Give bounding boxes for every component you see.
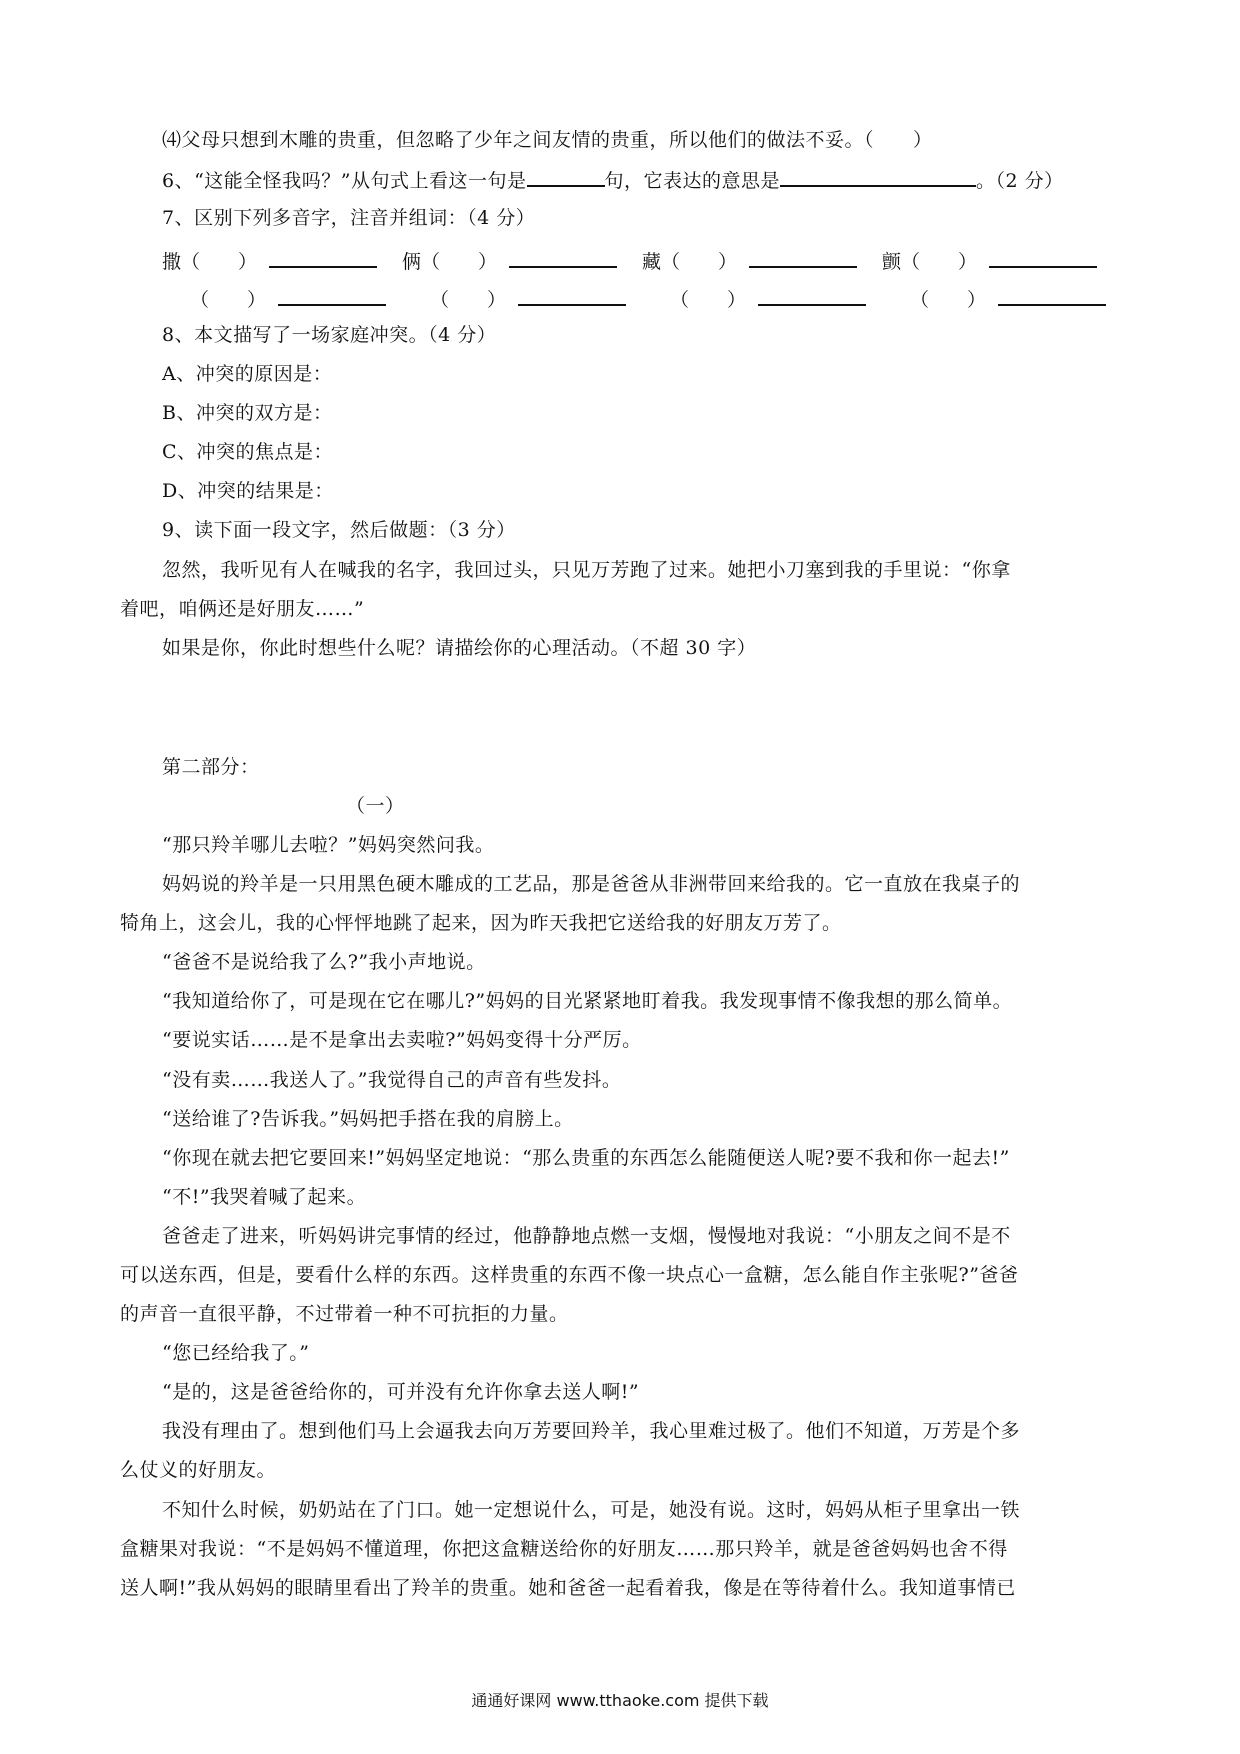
- story-paragraph-line: 送人啊!”我从妈妈的眼睛里看出了羚羊的贵重。她和爸爸一起看着我，像是在等待着什么。我知道事情已: [120, 1577, 1016, 1599]
- story-paragraph-line: “没有卖……我送人了。”我觉得自己的声音有些发抖。: [162, 1069, 622, 1091]
- story-paragraph-line: 我没有理由了。想到他们马上会逼我去向万芳要回羚羊，我心里难过极了。他们不知道，万芳是个多: [162, 1420, 1021, 1442]
- polyphone-paren: （ ）: [430, 289, 507, 311]
- answer-blank[interactable]: [278, 282, 386, 306]
- answer-blank[interactable]: [989, 244, 1097, 268]
- question-6: [162, 165, 1064, 195]
- polyphone-char: 颤（ ）: [882, 251, 978, 273]
- answer-blank[interactable]: [518, 282, 626, 306]
- story-paragraph-line: “您已经给我了。”: [162, 1342, 310, 1364]
- story-paragraph-line: “要说实话……是不是拿出去卖啦?”妈妈变得十分严厉。: [162, 1029, 642, 1051]
- story-paragraph-line: “那只羚羊哪儿去啦？”妈妈突然问我。: [162, 834, 495, 856]
- question-9-prompt: 如果是你，你此时想些什么呢？请描绘你的心理活动。（不超 30 字）: [162, 637, 757, 659]
- polyphone-paren: （ ）: [670, 289, 747, 311]
- story-paragraph-line: 么仗义的好朋友。: [120, 1459, 277, 1481]
- story-paragraph-line: “你现在就去把它要回来!”妈妈坚定地说：“那么贵重的东西怎么能随便送人呢?要不我和你一起去!”: [162, 1147, 1010, 1169]
- story-paragraph-line: 爸爸走了进来，听妈妈讲完事情的经过，他静静地点燃一支烟，慢慢地对我说：“小朋友之间不是不: [162, 1225, 1011, 1247]
- question-8: 8、本文描写了一场家庭冲突。（4 分）: [162, 324, 497, 346]
- question-8-b: B、冲突的双方是：: [162, 402, 333, 424]
- story-paragraph-line: “爸爸不是说给我了么?”我小声地说。: [162, 951, 486, 973]
- story-paragraph-line: 盒糖果对我说：“不是妈妈不懂道理，你把这盒糖送给你的好朋友……那只羚羊，就是爸爸妈妈也舍不得: [120, 1538, 1008, 1560]
- polyphone-char: 撒（ ）: [162, 251, 258, 273]
- answer-blank[interactable]: [758, 282, 866, 306]
- question-6-text-c: 。（2 分）: [976, 170, 1064, 192]
- question-7: 7、区别下列多音字，注音并组词：（4 分）: [162, 207, 536, 229]
- story-paragraph-line: “送给谁了?告诉我。”妈妈把手搭在我的肩膀上。: [162, 1108, 574, 1130]
- page-footer: 通通好课网 www.tthaoke.com 提供下载: [471, 1691, 769, 1710]
- answer-blank[interactable]: [749, 244, 857, 268]
- answer-blank[interactable]: [269, 244, 377, 268]
- question-9-passage-line: 着吧，咱俩还是好朋友……”: [120, 598, 365, 620]
- story-paragraph-line: “不!”我哭着喊了起来。: [162, 1186, 367, 1208]
- answer-blank[interactable]: [527, 165, 605, 187]
- answer-blank[interactable]: [509, 244, 617, 268]
- answer-blank[interactable]: [780, 165, 976, 187]
- question-9-passage-line: 忽然，我听见有人在喊我的名字，我回过头，只见万芳跑了过来。她把小刀塞到我的手里说：“你拿: [162, 559, 1011, 581]
- story-paragraph-line: “是的，这是爸爸给你的，可并没有允许你拿去送人啊!”: [162, 1381, 640, 1403]
- polyphone-paren: （ ）: [910, 289, 987, 311]
- question-9: 9、读下面一段文字，然后做题：（3 分）: [162, 519, 516, 541]
- story-paragraph-line: 可以送东西，但是，要看什么样的东西。这样贵重的东西不像一块点心一盒糖，怎么能自作主张呢?”爸爸: [120, 1264, 1019, 1286]
- question-8-d: D、冲突的结果是：: [162, 480, 334, 502]
- part-two-heading: 第二部分：: [162, 756, 260, 778]
- question-6-text-b: 句，它表达的意思是: [604, 170, 781, 192]
- story-paragraph-line: 不知什么时候，奶奶站在了门口。她一定想说什么，可是，她没有说。这时，妈妈从柜子里拿出一铁: [162, 1499, 1021, 1521]
- question-6-text-a: 6、“这能全怪我吗？”从句式上看这一句是: [162, 170, 527, 192]
- story-paragraph-line: “我知道给你了，可是现在它在哪儿?”妈妈的目光紧紧地盯着我。我发现事情不像我想的那么简单。: [162, 990, 1013, 1012]
- polyphone-char: 藏（ ）: [642, 251, 738, 273]
- polyphone-paren: （ ）: [190, 289, 267, 311]
- question-8-c: C、冲突的焦点是：: [162, 441, 334, 463]
- story-paragraph-line: 的声音一直很平静，不过带着一种不可抗拒的力量。: [120, 1303, 569, 1325]
- section-heading: （一）: [346, 795, 405, 817]
- answer-blank[interactable]: [998, 282, 1106, 306]
- question-8-a: A、冲突的原因是：: [162, 363, 333, 385]
- story-paragraph-line: 犄角上，这会儿，我的心怦怦地跳了起来，因为昨天我把它送给我的好朋友万芳了。: [120, 912, 842, 934]
- question-4-item: ⑷父母只想到木雕的贵重，但忽略了少年之间友情的贵重，所以他们的做法不妥。（ ）: [162, 129, 933, 151]
- story-paragraph-line: 妈妈说的羚羊是一只用黑色硬木雕成的工艺品，那是爸爸从非洲带回来给我的。它一直放在我桌子的: [162, 873, 1021, 895]
- polyphone-char: 俩（ ）: [402, 251, 498, 273]
